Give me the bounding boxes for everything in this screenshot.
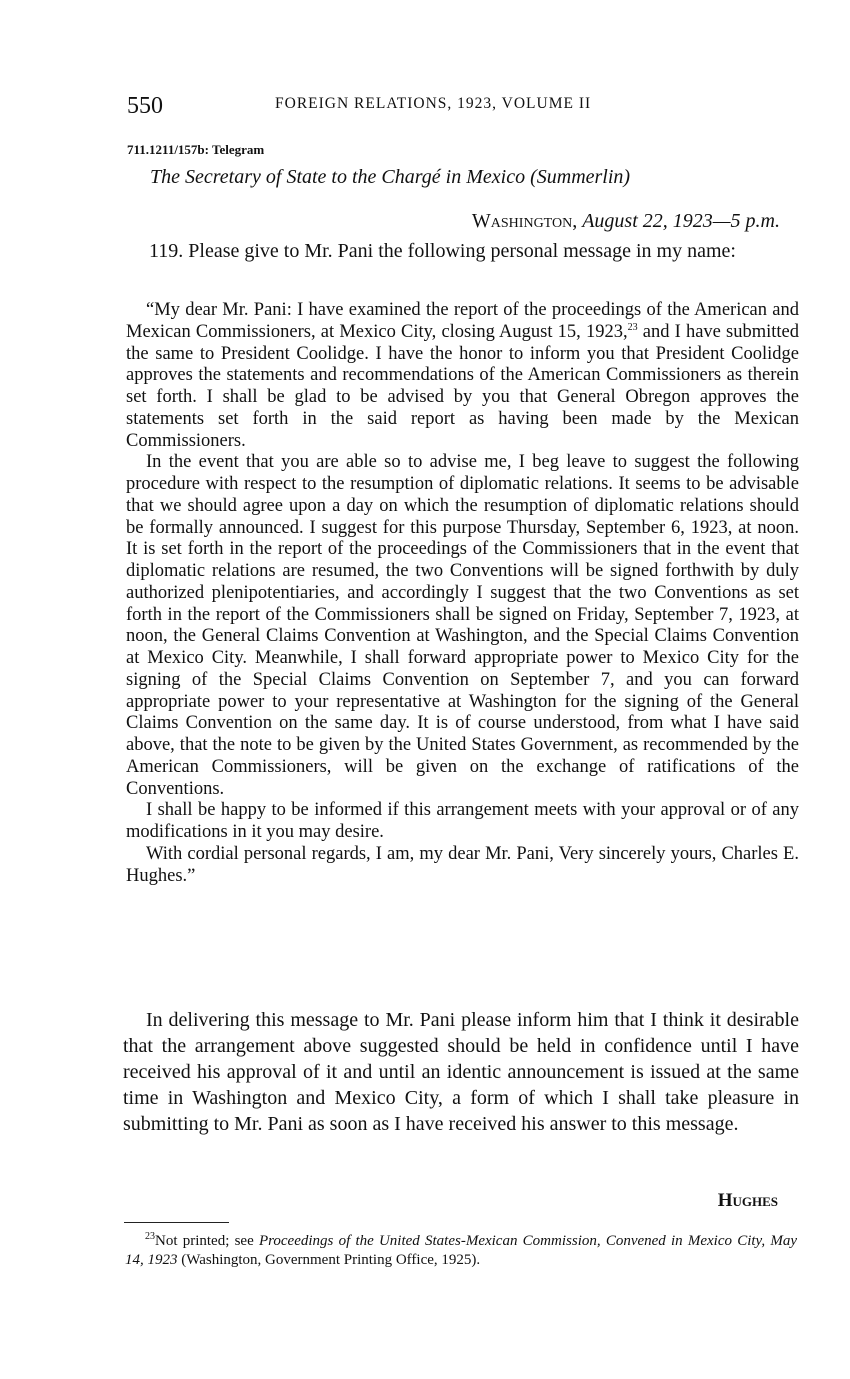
dateline-place: Washington,	[471, 210, 578, 232]
footnote-reference: 23	[627, 321, 638, 333]
letter-paragraph-3: I shall be happy to be informed if this arrangement meets with your approval or of any modifications in it you may desire.	[126, 800, 799, 842]
signature: Hughes	[717, 1190, 778, 1211]
quoted-letter	[126, 300, 799, 887]
footnote-lead: Not printed; see	[155, 1233, 259, 1249]
letter-p1-text-b: and I have submitted the same to President Coolidge. I have the honor to inform you that President Coolidge approves the statements and recommendations of the American Commissioners as therein set forth. I shall be glad to be advised by you that General Obregon approves the statements set forth in the said report as having been made by the Mexican Commissioners.	[126, 321, 800, 451]
opening-paragraph	[126, 239, 799, 265]
letter-paragraph-1	[126, 300, 799, 452]
letter-p1-text-a: “My dear Mr. Pani: I have examined the report of the proceedings of the American and Mexican Commissioners, at Mexico City, closing August 15, 1923,	[126, 300, 799, 342]
footnote-tail: (Washington, Government Printing Office, 1925).	[177, 1252, 481, 1268]
dateline-date: August 22, 1923—5 p.m.	[582, 210, 780, 232]
document-title: The Secretary of State to the Chargé in Mexico (Summerlin)	[150, 166, 631, 188]
footnote-marker: 23	[145, 1231, 155, 1242]
footnote-divider	[124, 1222, 229, 1223]
opening-text: 119. Please give to Mr. Pani the following personal message in my name:	[149, 240, 736, 262]
dateline	[472, 210, 780, 233]
letter-paragraph-4: With cordial personal regards, I am, my dear Mr. Pani, Very sincerely yours, Charles E. Hughes.”	[126, 843, 799, 886]
file-reference: 711.1211/157b: Telegram	[127, 142, 265, 157]
letter-paragraph-2: In the event that you are able so to advise me, I beg leave to suggest the following procedure with respect to the resumption of diplomatic relations. It seems to be advisable that we should agree upon a day on which the resumption of diplomatic relations should be formally announced. I suggest for this purpose Thursday, September 6, 1923, at noon. It is set forth in the report of the proceedings of the Commissioners that in the event that diplomatic relations are resumed, the two Conventions will be signed forthwith by duly authorized plenipotentiaries, and accordingly I suggest that the two Conventions as set forth in the report of the Commissioners shall be signed on Friday, September 7, 1923, at noon, the General Claims Convention at Washington, and the Special Claims Convention at Mexico City. Meanwhile, I shall forward appropriate power to Mexico City for the signing of the Special Claims Convention on September 7, and you can forward appropriate power to your representative at Washington for the signing of the General Claims Convention on the same day. It is of course understood, from what I have said above, that the note to be given by the United States Government, as recommended by the American Commissioners, will be given on the exchange of ratifications of the Conventions.	[126, 452, 799, 799]
footnote	[125, 1232, 797, 1270]
footnote-publication-title: Proceedings of the United States-Mexican Commission, Convened in Mexico City, May 14, 1923	[125, 1233, 798, 1268]
page-number: 550	[127, 93, 163, 119]
closing-paragraph: In delivering this message to Mr. Pani please inform him that I think it desirable that the arrangement above suggested should be held in confidence until I have received his approval of it and until an identic announcement is issued at the same time in Washington and Mexico City, a form of which I shall take pleasure in submitting to Mr. Pani as soon as I have received his answer to this message.	[123, 1009, 799, 1135]
running-title: FOREIGN RELATIONS, 1923, VOLUME II	[275, 95, 592, 112]
